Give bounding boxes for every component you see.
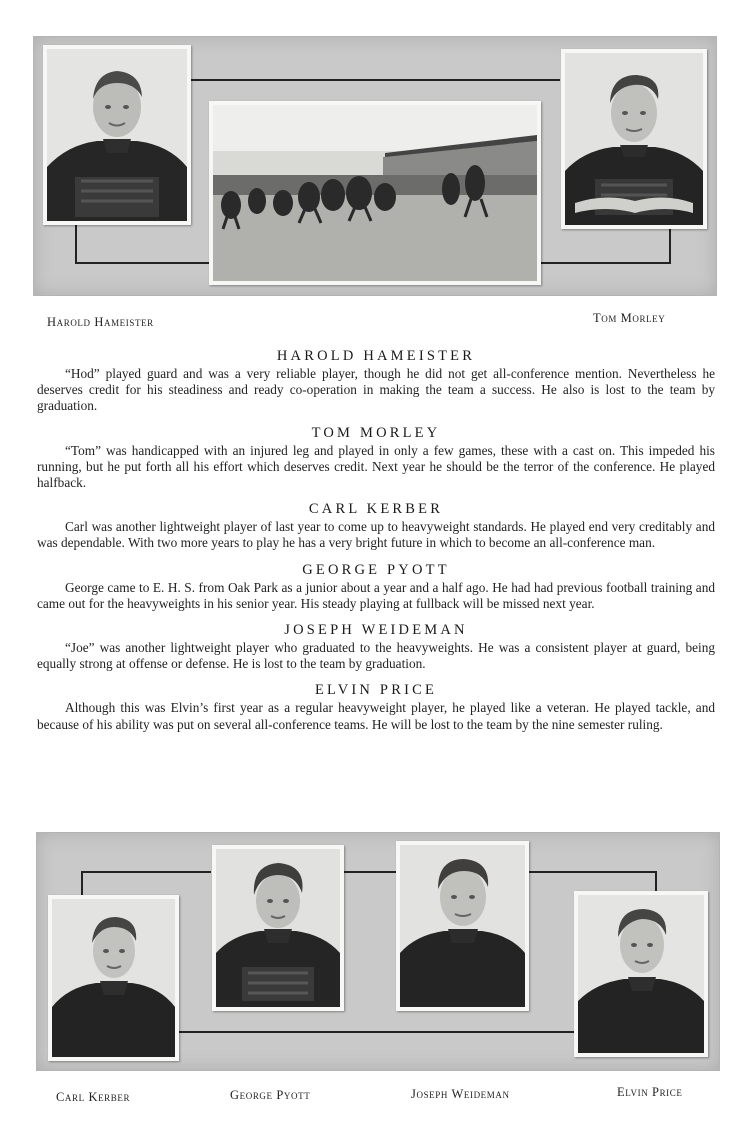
connector-line (669, 223, 671, 264)
portrait-carl-kerber (48, 895, 179, 1061)
bio-heading: HAROLD HAMEISTER (276, 348, 476, 364)
connector-line (81, 871, 211, 873)
bio-heading: TOM MORLEY (311, 424, 441, 441)
bio-text: Carl was another lightweight player of last year to come up to heavyweight standards. He played end very creditably and was dependable. With two more years to play he has a very bright future in which to become an all-conference man. (37, 519, 715, 551)
bio-text: Although this was Elvin’s first year as a regular heavyweight player, he played like a veteran. He played tackle, and because of his ability was put on several all-conference teams. He will be lost to the team by the nine semester ruling. (37, 700, 715, 732)
bottom-photo-panel (36, 832, 720, 1071)
bio-section-carl-kerber (37, 499, 715, 551)
bio-section-tom-morley (37, 423, 715, 492)
bio-heading: CARL KERBER (308, 501, 444, 518)
portrait-elvin-price (574, 891, 708, 1057)
portrait-image (52, 899, 175, 1057)
caption-carl-kerber: Carl Kerber (56, 1090, 131, 1104)
connector-line (527, 871, 657, 873)
portrait-image (216, 849, 340, 1007)
bio-section-elvin-price (37, 680, 715, 732)
caption-elvin-price: Elvin Price (617, 1085, 683, 1099)
connector-line (342, 871, 398, 873)
caption-joseph-weideman: Joseph Weideman (411, 1087, 510, 1101)
football-game-photo (209, 101, 541, 285)
portrait-image (565, 53, 703, 225)
bio-section-harold-hameister (37, 346, 715, 415)
bio-heading: JOSEPH WEIDEMAN (284, 622, 468, 639)
top-photo-panel (33, 36, 717, 296)
portrait-image (578, 895, 704, 1053)
player-biographies (37, 346, 715, 741)
portrait-harold-hameister (43, 45, 191, 225)
connector-line (177, 1031, 577, 1033)
portrait-image (400, 845, 525, 1007)
portrait-tom-morley (561, 49, 707, 229)
connector-line (75, 223, 77, 263)
bio-section-joseph-weideman (37, 620, 715, 672)
game-image (213, 105, 537, 281)
bio-heading: ELVIN PRICE (314, 682, 438, 699)
portrait-george-pyott (212, 845, 344, 1011)
portrait-image (47, 49, 187, 221)
portrait-joseph-weideman (396, 841, 529, 1011)
connector-line (81, 871, 83, 895)
bio-text: George came to E. H. S. from Oak Park as a junior about a year and a half ago. He had had previous football training and came out for the heavyweights in his senior year. His steady playing at fullback will be missed next year. (37, 579, 715, 611)
bio-text: “Hod” played guard and was a very reliable player, though he did not get all-conference mention. Nevertheless he deserves credit for his steadiness and ready co-operation in making the team a success. He also is lost to the team by graduation. (37, 366, 715, 414)
bio-text: “Joe” was another lightweight player who graduated to the heavyweights. He was a consistent player at guard, being equally strong at offense or defense. He is lost to the team by graduation. (37, 640, 715, 672)
caption-harold-hameister: Harold Hameister (47, 315, 154, 329)
bio-section-george-pyott (37, 560, 715, 612)
connector-line (190, 79, 560, 81)
bio-text: “Tom” was handicapped with an injured leg and played in only a few games, these with a cast on. This impeded his running, but he put forth all his effort which deserves credit. Next year he should be the terror of the conference. He played halfback. (37, 442, 715, 491)
caption-tom-morley: Tom Morley (593, 311, 666, 325)
bio-heading: GEORGE PYOTT (302, 561, 450, 578)
caption-george-pyott: George Pyott (230, 1088, 311, 1102)
